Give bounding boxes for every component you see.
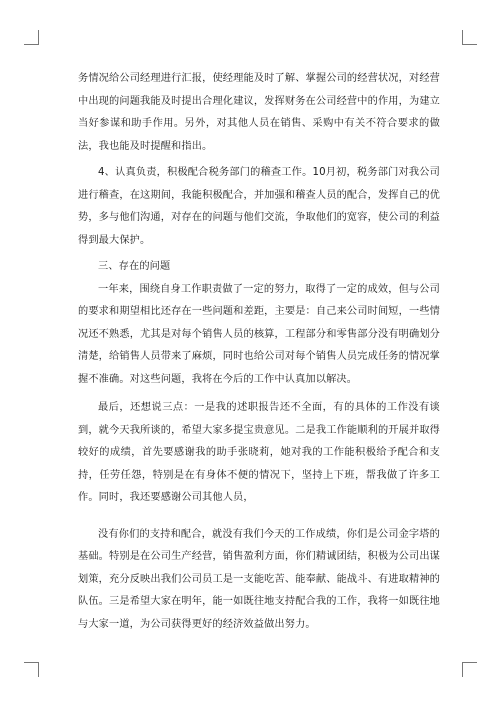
paragraph-conclusion: 最后，还想说三点：一是我的述职报告还不全面，有的具体的工作没有谈到，就今天我所谈的，希望大家多提宝贵意见。二是我工作能顺利的开展并取得较好的成绩，首先要感谢我的助手张晓莉，她对我的工作能积极给予配合和支持，任劳任怨，特别是在有身体不便的情况下，坚持上下班，帮我做了许多工作。同时，我还要感谢公司其他人员，: [78, 402, 440, 503]
crop-mark-bottom-left: [24, 662, 39, 677]
document-body: [78, 68, 440, 636]
crop-mark-top-right: [462, 30, 477, 45]
paragraph-problems: 一年来，围绕自身工作职责做了一定的努力，取得了一定的成效，但与公司的要求和期望相比还存在一些问题和差距，主要是：自己来公司时间短，一些情况还不熟悉，尤其是对每个销售人员的核算，工程部分和零售部分没有明确划分清楚，给销售人员带来了麻烦，同时也给公司对每个销售人员完成任务的情况掌握不准确。对这些问题，我将在今后的工作中认真加以解决。: [78, 283, 440, 385]
paragraph-tax-audit: 4、认真负责，积极配合税务部门的稽查工作。10月初，税务部门对我公司进行稽查，在这期间，我能积极配合，并加强和稽查人员的配合，发挥自己的优势，多与他们沟通，对存在的问题与他们交流，争取他们的宽容，使公司的利益得到最大保护。: [78, 167, 440, 246]
section-heading-problems: 三、存在的问题: [98, 261, 171, 272]
crop-mark-top-left: [24, 30, 39, 45]
paragraph-thanks: 没有你们的支持和配合，就没有我们今天的工作成绩，你们是公司金字塔的基础。特别是在公司生产经营，销售盈利方面，你们精诚团结，积极为公司出谋划策，充分反映出我们公司员工是一支能吃苦、能奉献、能战斗、有进取精神的队伍。三是希望大家在明年，能一如既往地支持配合我的工作，我将一如既往地与大家一道，为公司获得更好的经济效益做出努力。: [78, 528, 440, 630]
crop-mark-bottom-right: [462, 662, 477, 677]
paragraph-continuation: 务情况给公司经理进行汇报，使经理能及时了解、掌握公司的经营状况，对经营中出现的问题我能及时提出合理化建议，发挥财务在公司经营中的作用，为建立当好参谋和助手作用。另外，对其他人员在销售、采购中有关不符合要求的做法，我也能及时提醒和指出。: [78, 73, 440, 152]
